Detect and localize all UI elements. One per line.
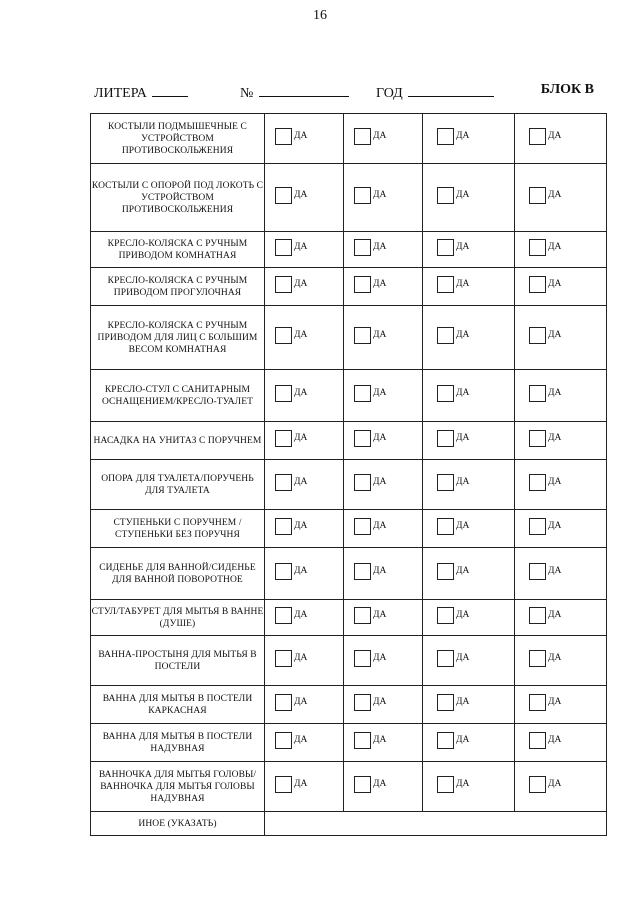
checkbox-square[interactable] [437,385,454,402]
yes-label: ДА [373,330,387,340]
option-cell [423,306,515,370]
table-row [91,114,607,164]
checkbox-square[interactable] [354,563,371,580]
item-label: ВАННОЧКА ДЛЯ МЫТЬЯ ГОЛОВЫ/ ВАННОЧКА ДЛЯ МЫТЬЯ ГОЛОВЫ НАДУВНАЯ [91,762,265,812]
option-cell [515,510,607,548]
form-header [94,82,594,102]
option-cell [344,306,423,370]
yes-label: ДА [456,330,470,340]
assistive-devices-table [90,113,607,836]
yes-checkbox[interactable] [275,239,307,256]
checkbox-square[interactable] [529,276,546,293]
checkbox-square[interactable] [354,607,371,624]
checkbox-square[interactable] [354,128,371,145]
yes-checkbox[interactable] [275,187,307,204]
yes-checkbox[interactable] [437,694,469,711]
checkbox-square[interactable] [437,276,454,293]
yes-label: ДА [456,779,470,789]
checkbox-square[interactable] [354,430,371,447]
yes-label: ДА [373,566,387,576]
option-cell [423,724,515,762]
option-cell [423,600,515,636]
checkbox-square[interactable] [275,239,292,256]
option-cell [265,164,344,232]
option-cell [515,370,607,422]
item-label: ОПОРА ДЛЯ ТУАЛЕТА/ПОРУЧЕНЬ ДЛЯ ТУАЛЕТА [91,460,265,510]
item-label: СТУЛ/ТАБУРЕТ ДЛЯ МЫТЬЯ В ВАННЕ (ДУШЕ) [91,600,265,636]
table-row [91,268,607,306]
yes-checkbox[interactable] [437,385,469,402]
table-row [91,422,607,460]
item-label: СТУПЕНЬКИ С ПОРУЧНЕМ /СТУПЕНЬКИ БЕЗ ПОРУЧНЯ [91,510,265,548]
table-row [91,510,607,548]
yes-checkbox[interactable] [354,187,386,204]
checkbox-square[interactable] [437,776,454,793]
checkbox-square[interactable] [354,474,371,491]
table-row [91,636,607,686]
yes-checkbox[interactable] [437,187,469,204]
checkbox-square[interactable] [275,518,292,535]
option-cell [265,460,344,510]
table-row [91,600,607,636]
yes-checkbox[interactable] [529,607,561,624]
yes-checkbox[interactable] [354,776,386,793]
yes-label: ДА [548,566,562,576]
yes-checkbox[interactable] [437,563,469,580]
checkbox-square[interactable] [437,732,454,749]
yes-checkbox[interactable] [529,563,561,580]
checkbox-square[interactable] [437,474,454,491]
page-number: 16 [313,8,327,23]
option-cell [265,724,344,762]
yes-label: ДА [294,388,308,398]
checkbox-square[interactable] [275,607,292,624]
item-label: НАСАДКА НА УНИТАЗ С ПОРУЧНЕМ [91,422,265,460]
option-cell [515,232,607,268]
yes-label: ДА [548,131,562,141]
checkbox-square[interactable] [529,327,546,344]
yes-label: ДА [456,697,470,707]
yes-checkbox[interactable] [275,276,307,293]
yes-checkbox[interactable] [275,607,307,624]
yes-checkbox[interactable] [275,694,307,711]
yes-checkbox[interactable] [275,474,307,491]
yes-label: ДА [456,610,470,620]
option-cell [265,422,344,460]
table-row [91,370,607,422]
yes-label: ДА [456,388,470,398]
litera-input-line[interactable] [152,82,188,97]
yes-checkbox[interactable] [529,187,561,204]
yes-label: ДА [548,697,562,707]
yes-label: ДА [373,388,387,398]
option-cell [265,268,344,306]
checkbox-square[interactable] [275,128,292,145]
checkbox-square[interactable] [437,239,454,256]
option-cell [515,686,607,724]
yes-label: ДА [294,433,308,443]
yes-checkbox[interactable] [275,563,307,580]
yes-label: ДА [373,521,387,531]
checkbox-square[interactable] [354,385,371,402]
item-label: ВАННА ДЛЯ МЫТЬЯ В ПОСТЕЛИ КАРКАСНАЯ [91,686,265,724]
litera-label: ЛИТЕРА [94,86,147,101]
checkbox-square[interactable] [529,694,546,711]
table-row [91,686,607,724]
yes-label: ДА [294,190,308,200]
option-cell [265,636,344,686]
yes-label: ДА [548,521,562,531]
yes-checkbox[interactable] [354,430,386,447]
checkbox-square[interactable] [529,239,546,256]
option-cell [515,114,607,164]
checkbox-square[interactable] [437,327,454,344]
checkbox-square[interactable] [354,187,371,204]
yes-checkbox[interactable] [275,128,307,145]
option-cell [344,600,423,636]
litera-field [94,82,188,102]
checkbox-square[interactable] [275,732,292,749]
checkbox-square[interactable] [437,694,454,711]
item-label: КРЕСЛО-СТУЛ С САНИТАРНЫМ ОСНАЩЕНИЕМ/КРЕСЛО-ТУАЛЕТ [91,370,265,422]
yes-checkbox[interactable] [529,474,561,491]
number-label: № [240,86,254,101]
yes-checkbox[interactable] [437,474,469,491]
option-cell [423,460,515,510]
item-label: ВАННА-ПРОСТЫНЯ ДЛЯ МЫТЬЯ В ПОСТЕЛИ [91,636,265,686]
yes-label: ДА [548,279,562,289]
checkbox-square[interactable] [275,276,292,293]
checkbox-square[interactable] [354,650,371,667]
option-cell [344,232,423,268]
table-row [91,306,607,370]
checkbox-square[interactable] [354,327,371,344]
option-cell [265,306,344,370]
checkbox-square[interactable] [275,385,292,402]
yes-checkbox[interactable] [437,650,469,667]
yes-checkbox[interactable] [354,474,386,491]
yes-label: ДА [548,388,562,398]
year-label: ГОД [376,86,403,101]
checkbox-square[interactable] [529,430,546,447]
yes-checkbox[interactable] [354,518,386,535]
yes-checkbox[interactable] [354,650,386,667]
yes-checkbox[interactable] [275,385,307,402]
checkbox-square[interactable] [275,776,292,793]
yes-label: ДА [456,131,470,141]
option-cell [515,164,607,232]
yes-label: ДА [456,653,470,663]
checkbox-square[interactable] [275,650,292,667]
option-cell [344,724,423,762]
yes-label: ДА [294,330,308,340]
yes-label: ДА [373,779,387,789]
item-label: ВАННА ДЛЯ МЫТЬЯ В ПОСТЕЛИ НАДУВНАЯ [91,724,265,762]
yes-checkbox[interactable] [529,128,561,145]
checkbox-square[interactable] [437,607,454,624]
yes-checkbox[interactable] [437,276,469,293]
checkbox-square[interactable] [275,474,292,491]
option-cell [515,636,607,686]
item-label: СИДЕНЬЕ ДЛЯ ВАННОЙ/СИДЕНЬЕ ДЛЯ ВАННОЙ ПОВОРОТНОЕ [91,548,265,600]
item-label: КОСТЫЛИ С ОПОРОЙ ПОД ЛОКОТЬ С УСТРОЙСТВОМ ПРОТИВОСКОЛЬЖЕНИЯ [91,164,265,232]
yes-label: ДА [548,330,562,340]
option-cell [265,510,344,548]
yes-checkbox[interactable] [275,776,307,793]
yes-label: ДА [294,242,308,252]
checkbox-square[interactable] [529,650,546,667]
checkbox-square[interactable] [529,563,546,580]
option-cell [344,114,423,164]
number-field [240,82,349,102]
year-field [376,82,494,102]
yes-label: ДА [373,190,387,200]
option-cell [423,548,515,600]
yes-checkbox[interactable] [529,650,561,667]
item-label: КРЕСЛО-КОЛЯСКА С РУЧНЫМ ПРИВОДОМ ДЛЯ ЛИЦ С БОЛЬШИМ ВЕСОМ КОМНАТНАЯ [91,306,265,370]
yes-checkbox[interactable] [529,239,561,256]
checkbox-square[interactable] [354,276,371,293]
checkbox-square[interactable] [354,694,371,711]
yes-label: ДА [548,433,562,443]
yes-label: ДА [548,735,562,745]
yes-label: ДА [548,477,562,487]
checkbox-square[interactable] [437,650,454,667]
yes-label: ДА [294,131,308,141]
yes-label: ДА [456,190,470,200]
checkbox-square[interactable] [275,187,292,204]
yes-label: ДА [373,433,387,443]
yes-checkbox[interactable] [529,776,561,793]
yes-label: ДА [294,521,308,531]
checkbox-square[interactable] [437,430,454,447]
yes-label: ДА [294,279,308,289]
yes-label: ДА [456,433,470,443]
option-cell [423,510,515,548]
checkbox-square[interactable] [354,776,371,793]
yes-label: ДА [294,610,308,620]
yes-checkbox[interactable] [529,694,561,711]
option-cell [344,268,423,306]
yes-label: ДА [456,735,470,745]
yes-label: ДА [294,779,308,789]
option-cell [344,548,423,600]
yes-label: ДА [373,697,387,707]
table-row [91,724,607,762]
checkbox-square[interactable] [529,187,546,204]
yes-checkbox[interactable] [354,128,386,145]
option-cell [344,510,423,548]
yes-checkbox[interactable] [437,776,469,793]
yes-checkbox[interactable] [354,239,386,256]
checkbox-square[interactable] [529,128,546,145]
yes-label: ДА [373,131,387,141]
option-cell [265,114,344,164]
checkbox-square[interactable] [437,563,454,580]
option-cell [344,686,423,724]
checkbox-square[interactable] [437,187,454,204]
option-cell [515,724,607,762]
yes-checkbox[interactable] [354,732,386,749]
table-row [91,164,607,232]
yes-checkbox[interactable] [437,239,469,256]
option-cell [344,460,423,510]
option-cell [423,422,515,460]
number-input-line[interactable] [259,82,349,97]
checkbox-square[interactable] [275,694,292,711]
yes-label: ДА [548,653,562,663]
option-cell [344,636,423,686]
table-row [91,548,607,600]
option-cell [515,460,607,510]
yes-checkbox[interactable] [354,694,386,711]
checkbox-square[interactable] [275,327,292,344]
option-cell [423,370,515,422]
yes-checkbox[interactable] [354,327,386,344]
checkbox-square[interactable] [354,239,371,256]
checkbox-square[interactable] [354,518,371,535]
other-row [91,812,607,836]
checkbox-square[interactable] [275,430,292,447]
yes-checkbox[interactable] [437,732,469,749]
option-cell [423,114,515,164]
checkbox-square[interactable] [275,563,292,580]
option-cell [265,600,344,636]
option-cell [265,548,344,600]
checkbox-square[interactable] [529,732,546,749]
yes-label: ДА [373,242,387,252]
option-cell [344,164,423,232]
yes-label: ДА [373,653,387,663]
checkbox-square[interactable] [529,607,546,624]
option-cell [515,600,607,636]
checkbox-square[interactable] [529,474,546,491]
yes-checkbox[interactable] [437,327,469,344]
checkbox-square[interactable] [354,732,371,749]
yes-checkbox[interactable] [529,276,561,293]
option-cell [423,232,515,268]
yes-label: ДА [294,477,308,487]
yes-checkbox[interactable] [529,385,561,402]
option-cell [515,422,607,460]
yes-checkbox[interactable] [275,732,307,749]
checkbox-square[interactable] [529,518,546,535]
table-row [91,232,607,268]
option-cell [423,636,515,686]
yes-label: ДА [294,653,308,663]
yes-label: ДА [456,477,470,487]
yes-checkbox[interactable] [529,518,561,535]
option-cell [423,686,515,724]
yes-label: ДА [548,779,562,789]
option-cell [515,548,607,600]
yes-checkbox[interactable] [275,430,307,447]
option-cell [344,762,423,812]
yes-checkbox[interactable] [529,732,561,749]
checkbox-square[interactable] [529,385,546,402]
yes-checkbox[interactable] [354,607,386,624]
option-cell [423,762,515,812]
option-cell [265,370,344,422]
yes-label: ДА [456,566,470,576]
yes-checkbox[interactable] [437,430,469,447]
yes-label: ДА [373,610,387,620]
yes-checkbox[interactable] [437,518,469,535]
option-cell [344,370,423,422]
block-label: БЛОК В [540,82,594,97]
yes-label: ДА [548,242,562,252]
yes-label: ДА [373,477,387,487]
item-label: КОСТЫЛИ ПОДМЫШЕЧНЫЕ С УСТРОЙСТВОМ ПРОТИВОСКОЛЬЖЕНИЯ [91,114,265,164]
other-label: ИНОЕ (УКАЗАТЬ) [91,812,265,836]
option-cell [423,268,515,306]
table-row [91,460,607,510]
yes-label: ДА [373,279,387,289]
item-label: КРЕСЛО-КОЛЯСКА С РУЧНЫМ ПРИВОДОМ КОМНАТНАЯ [91,232,265,268]
yes-checkbox[interactable] [354,276,386,293]
option-cell [515,268,607,306]
yes-checkbox[interactable] [275,327,307,344]
yes-checkbox[interactable] [354,385,386,402]
option-cell [515,306,607,370]
option-cell [344,422,423,460]
yes-label: ДА [294,697,308,707]
item-label: КРЕСЛО-КОЛЯСКА С РУЧНЫМ ПРИВОДОМ ПРОГУЛОЧНАЯ [91,268,265,306]
yes-label: ДА [548,610,562,620]
option-cell [265,232,344,268]
option-cell [423,164,515,232]
yes-label: ДА [456,279,470,289]
checkbox-square[interactable] [529,776,546,793]
yes-checkbox[interactable] [437,128,469,145]
yes-label: ДА [456,242,470,252]
yes-checkbox[interactable] [437,607,469,624]
yes-label: ДА [548,190,562,200]
checkbox-square[interactable] [437,518,454,535]
yes-label: ДА [294,566,308,576]
yes-label: ДА [456,521,470,531]
yes-checkbox[interactable] [275,518,307,535]
yes-label: ДА [294,735,308,745]
other-specify-field[interactable] [265,812,607,836]
yes-label: ДА [373,735,387,745]
yes-checkbox[interactable] [354,563,386,580]
option-cell [265,686,344,724]
option-cell [265,762,344,812]
yes-checkbox[interactable] [529,430,561,447]
checkbox-square[interactable] [437,128,454,145]
table-row [91,762,607,812]
yes-checkbox[interactable] [275,650,307,667]
option-cell [515,762,607,812]
year-input-line[interactable] [408,82,494,97]
yes-checkbox[interactable] [529,327,561,344]
